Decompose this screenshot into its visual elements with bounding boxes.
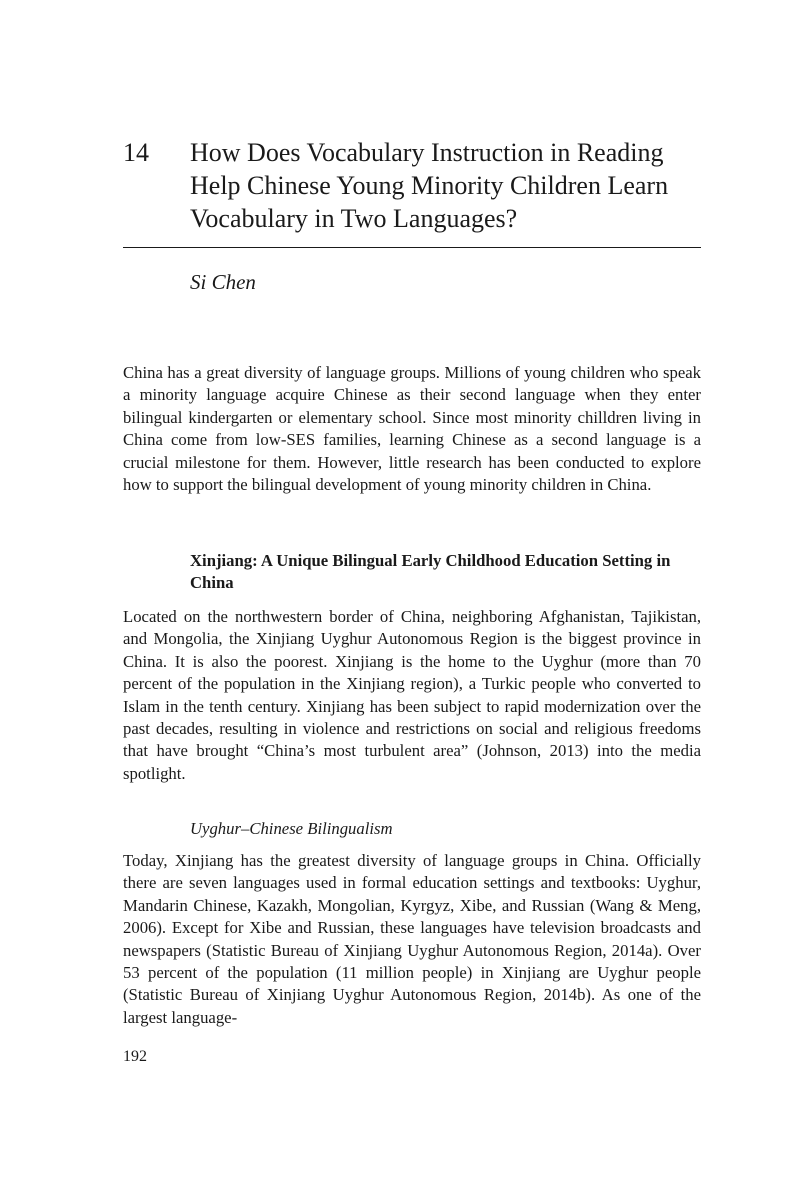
intro-paragraph: China has a great diversity of language groups. Millions of young children who speak a minority language acquire Chinese as their second language when they enter bilingual kindergarten or elementary school. Since most minority chilldren living in China come from low-SES families, learning Chinese as a second language is a crucial milestone for them. However, little research has been conducted to explore how to support the bilingual development of young minority children in China. [123,363,701,495]
subsection-paragraph: Today, Xinjiang has the greatest diversity of language groups in China. Officially there are seven languages used in formal education settings and textbooks: Uyghur, Mandarin Chinese, Kazakh, Mongolian, Kyrgyz, Xibe, and Russian (Wang & Meng, 2006). Except for Xibe and Russian, these languages have television broadcasts and newspapers (Statistic Bureau of Xinjiang Uyghur Autonomous Region, 2014a). Over 53 percent of the population (11 million people) in Xinjiang are Uyghur people (Statistic Bureau of Xinjiang Uyghur Autonomous Region, 2014b). As one of the largest language- [123,851,701,1027]
title-divider [123,247,701,248]
section-paragraph: Located on the northwestern border of China, neighboring Afghanistan, Tajikistan, and Mongolia, the Xinjiang Uyghur Autonomous Region is the biggest province in China. It is also the poorest. Xinjiang is the home to the Uyghur (more than 70 percent of the population in the Xinjiang region), a Turkic people who converted to Islam in the tenth century. Xinjiang has been subject to rapid modernization over the past decades, resulting in violence and restrictions on social and religious freedoms that have brought “China’s most turbulent area” (Johnson, 2013) into the media spotlight. [123,607,701,783]
page-number: 192 [123,1048,147,1065]
chapter-title: How Does Vocabulary Instruction in Reading Help Chinese Young Minority Children Learn Vocabulary in Two Languages? [190,138,669,233]
chapter-number: 14 [123,138,149,167]
subsection-heading: Uyghur–Chinese Bilingualism [190,819,393,838]
chapter-author: Si Chen [190,270,256,294]
section-heading: Xinjiang: A Unique Bilingual Early Childhood Education Setting in China [190,551,671,593]
